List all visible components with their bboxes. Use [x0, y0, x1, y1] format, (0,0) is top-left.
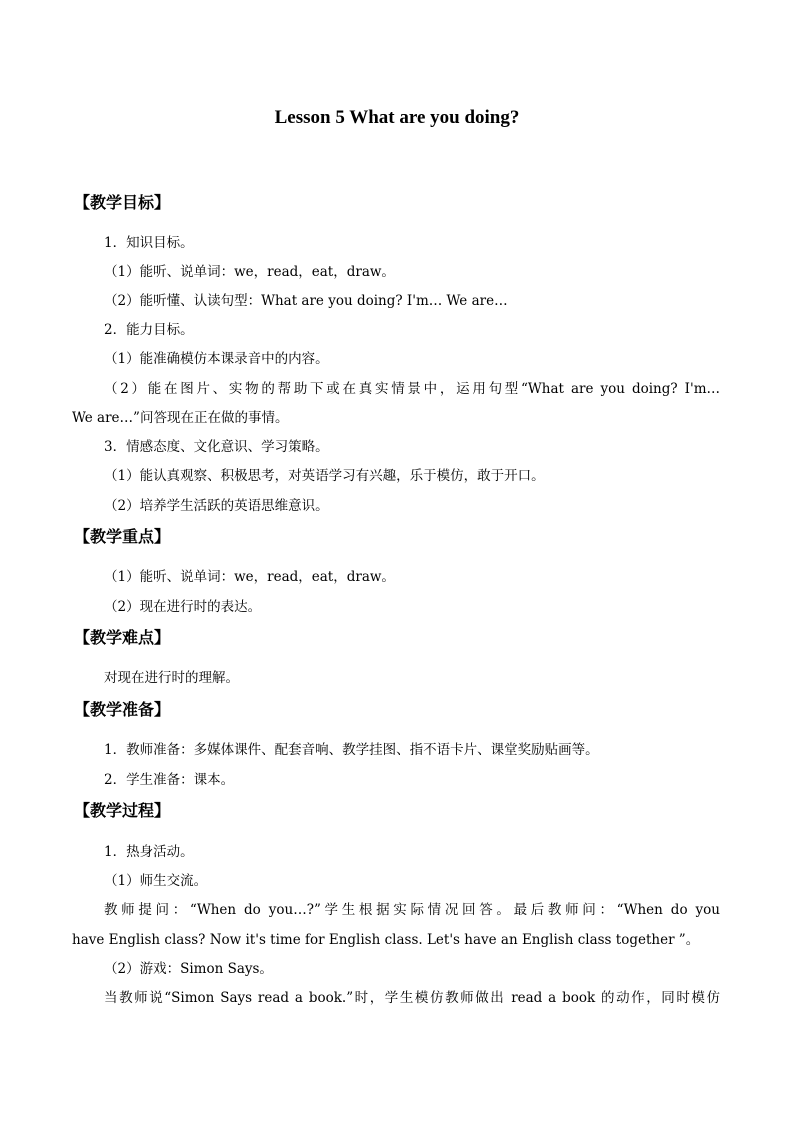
process-line: 教师提问：“When do you…?”学生根据实际情况回答。最后教师问：“When do you	[104, 902, 720, 918]
key-points-line: （1）能听、说单词：we，read，eat，draw。	[104, 569, 395, 585]
objectives-line: （1）能准确模仿本课录音中的内容。	[104, 351, 329, 367]
objectives-line: 1．知识目标。	[104, 235, 194, 251]
difficulties-line: 对现在进行时的理解。	[104, 670, 239, 686]
preparation-line: 1．教师准备：多媒体课件、配套音响、教学挂图、指不语卡片、课堂奖励贴画等。	[104, 742, 599, 758]
objectives-line: We are…”问答现在正在做的事情。	[72, 410, 289, 426]
process-line: （2）游戏：Simon Says。	[104, 961, 273, 977]
objectives-line: （1）能认真观察、积极思考，对英语学习有兴趣，乐于模仿，敢于开口。	[104, 468, 545, 484]
page-title: Lesson 5 What are you doing?	[274, 107, 520, 128]
objectives-line: （2）能听懂、认读句型：What are you doing? I'm… We are…	[104, 293, 508, 309]
process-line: 1．热身活动。	[104, 844, 194, 860]
process-line: （1）师生交流。	[104, 873, 208, 889]
objectives-line: （1）能听、说单词：we，read，eat，draw。	[104, 264, 395, 280]
objectives-line: 3．情感态度、文化意识、学习策略。	[104, 439, 329, 455]
objectives-line: （2）培养学生活跃的英语思维意识。	[104, 498, 329, 514]
section-heading-difficulties: 【教学难点】	[74, 628, 171, 647]
section-heading-process: 【教学过程】	[74, 801, 171, 820]
section-heading-objectives: 【教学目标】	[74, 193, 171, 212]
process-line: have English class? Now it's time for English class. Let's have an English class together ”。	[72, 932, 700, 948]
objectives-line: 2．能力目标。	[104, 322, 194, 338]
section-heading-preparation: 【教学准备】	[74, 700, 171, 719]
key-points-line: （2）现在进行时的表达。	[104, 599, 262, 615]
process-line: 当教师说“Simon Says read a book.”时，学生模仿教师做出 read a book 的动作，同时模仿	[104, 990, 720, 1006]
preparation-line: 2．学生准备：课本。	[104, 772, 235, 788]
section-heading-key-points: 【教学重点】	[74, 527, 171, 546]
objectives-line: （2）能在图片、实物的帮助下或在真实情景中，运用句型“What are you doing? I'm…	[104, 381, 720, 397]
